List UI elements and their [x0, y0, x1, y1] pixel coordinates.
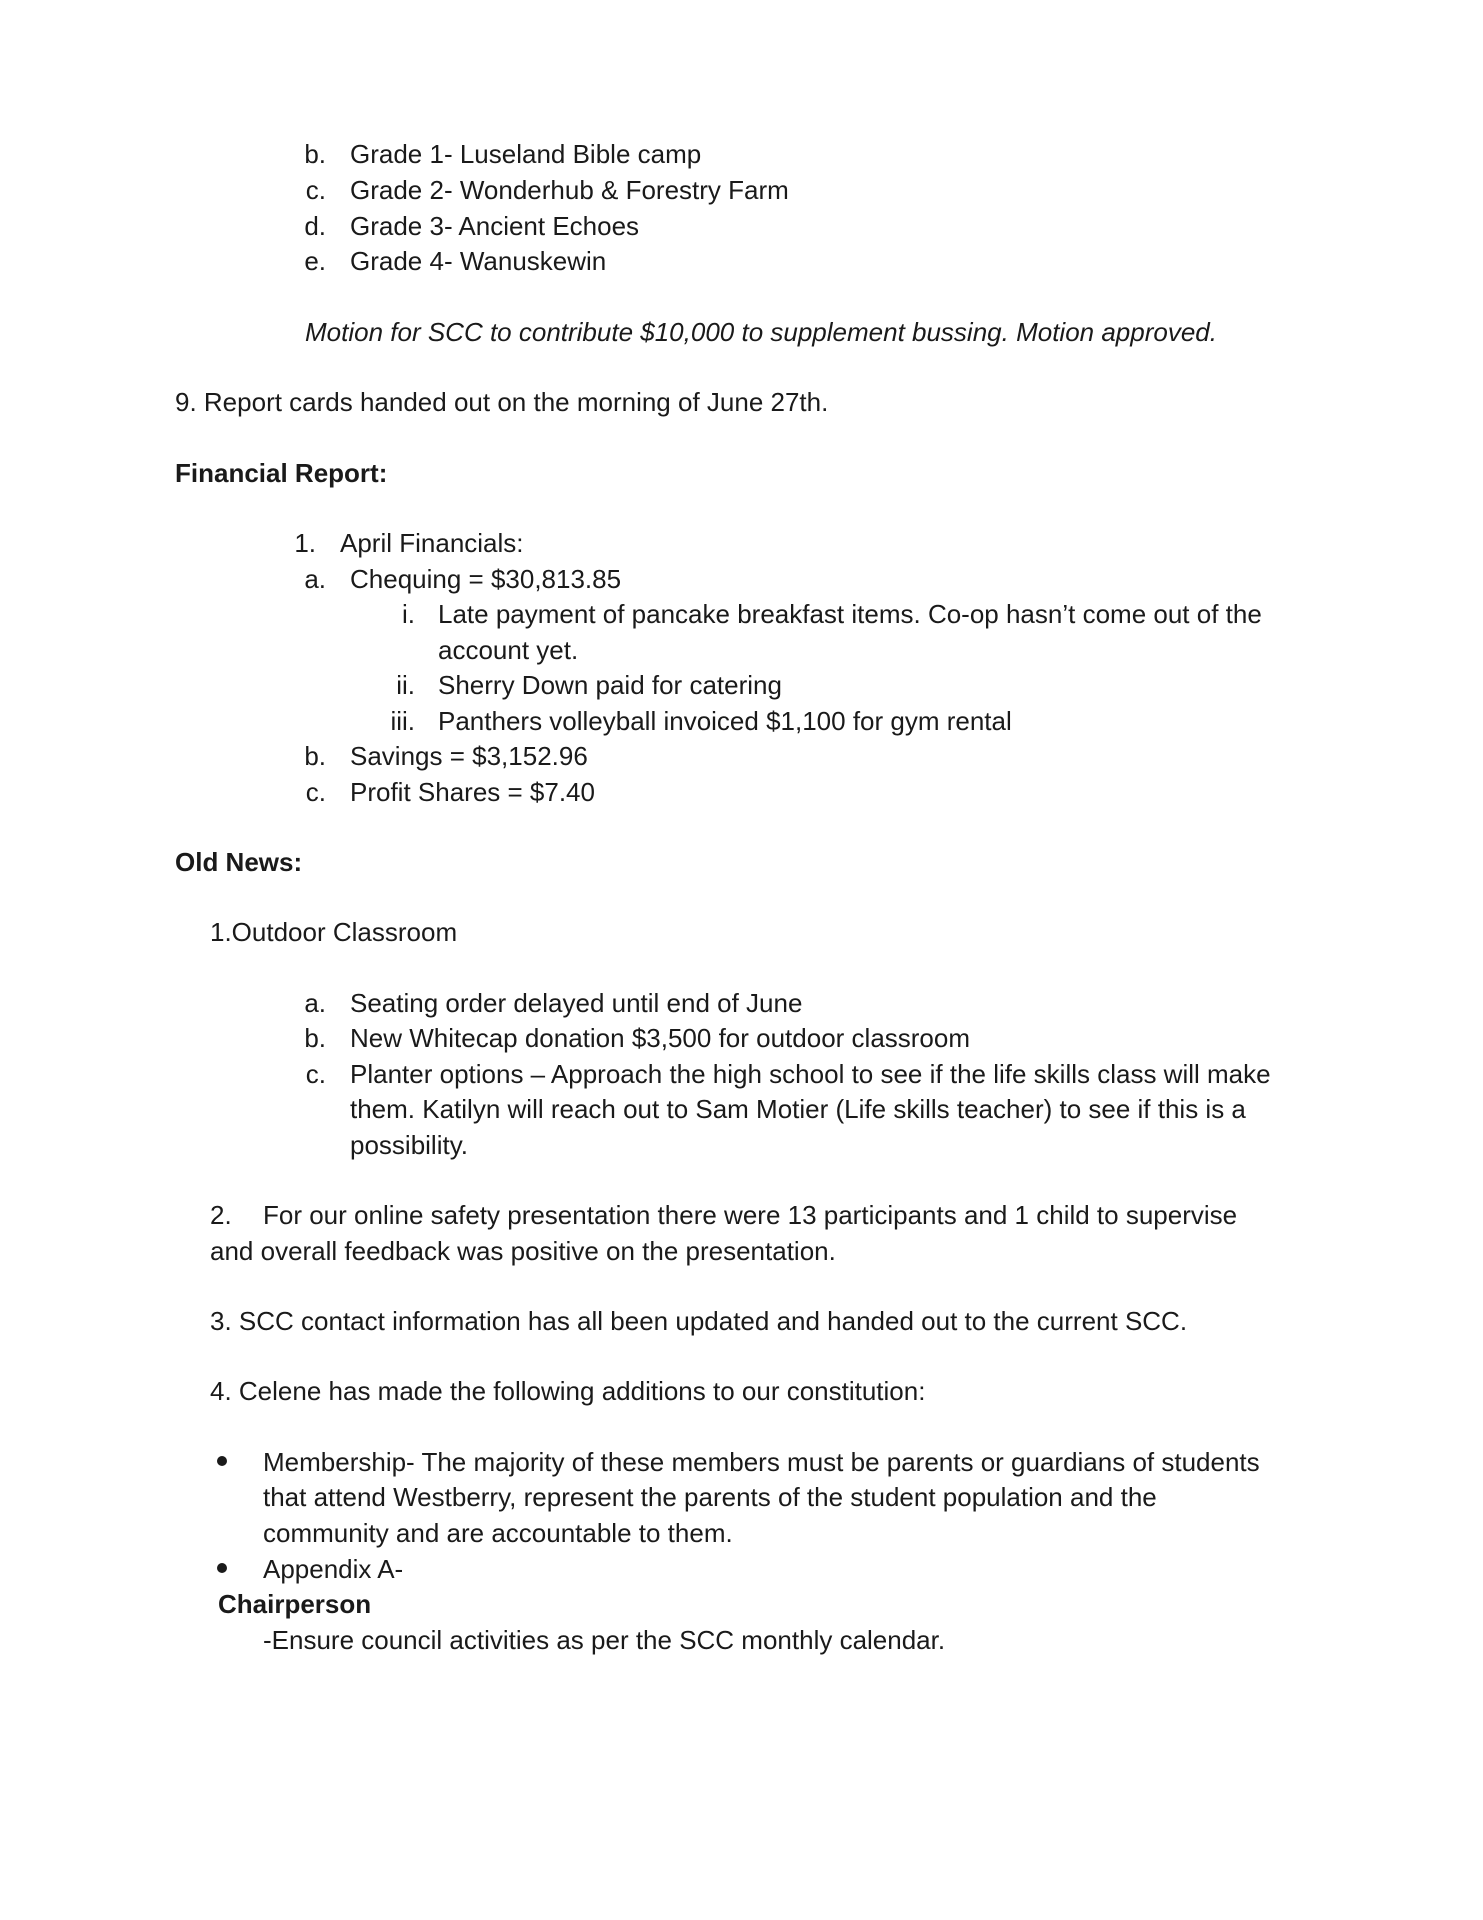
bullet-icon [217, 1456, 227, 1466]
old-news-item-1: 1.Outdoor Classroom [210, 917, 458, 947]
list-marker: b. [304, 139, 326, 169]
old-news-item-4: 4. Celene has made the following additions to our constitution: [210, 1376, 926, 1406]
agenda-item-9: 9. Report cards handed out on the morning of June 27th. [175, 387, 829, 417]
list-item: account yet. [438, 635, 579, 665]
list-item: Savings = $3,152.96 [350, 741, 588, 771]
list-item: Grade 2- Wonderhub & Forestry Farm [350, 175, 789, 205]
list-marker: c. [305, 1059, 326, 1089]
bullet-item: community and are accountable to them. [263, 1518, 733, 1548]
list-marker: a. [304, 988, 326, 1018]
list-item: Grade 4- Wanuskewin [350, 246, 607, 276]
financial-report-heading: Financial Report: [175, 458, 388, 488]
old-news-item-3: 3. SCC contact information has all been updated and handed out to the current SCC. [210, 1306, 1188, 1336]
list-marker: b. [304, 1023, 326, 1053]
list-item: Planter options – Approach the high school to see if the life skills class will make [350, 1059, 1271, 1089]
list-item: them. Katilyn will reach out to Sam Motier (Life skills teacher) to see if this is a [350, 1094, 1246, 1124]
bullet-item: Membership- The majority of these members must be parents or guardians of students [263, 1447, 1260, 1477]
old-news-item-2: and overall feedback was positive on the presentation. [210, 1236, 836, 1266]
list-marker: e. [304, 246, 326, 276]
list-item: possibility. [350, 1130, 469, 1160]
list-marker: iii. [390, 706, 415, 736]
list-item: Sherry Down paid for catering [438, 670, 782, 700]
list-marker: i. [402, 599, 415, 629]
old-news-heading: Old News: [175, 847, 303, 877]
list-item: Grade 1- Luseland Bible camp [350, 139, 702, 169]
list-marker: b. [304, 741, 326, 771]
bullet-item: that attend Westberry, represent the parents of the student population and the [263, 1482, 1157, 1512]
list-item: April Financials: [340, 528, 524, 558]
old-news-item-2: For our online safety presentation there were 13 participants and 1 child to supervise [263, 1200, 1238, 1230]
list-item: Profit Shares = $7.40 [350, 777, 595, 807]
list-marker: c. [305, 175, 326, 205]
chairperson-duty: -Ensure council activities as per the SCC monthly calendar. [263, 1625, 946, 1655]
list-marker: c. [305, 777, 326, 807]
list-marker: d. [304, 211, 326, 241]
motion-note: Motion for SCC to contribute $10,000 to supplement bussing. Motion approved. [305, 317, 1217, 347]
list-item: Seating order delayed until end of June [350, 988, 803, 1018]
bullet-item: Appendix A- [263, 1554, 404, 1584]
old-news-item-2-number: 2. [210, 1200, 232, 1230]
bullet-icon [217, 1563, 227, 1573]
list-item: Grade 3- Ancient Echoes [350, 211, 640, 241]
list-marker: a. [304, 564, 326, 594]
list-item: New Whitecap donation $3,500 for outdoor classroom [350, 1023, 971, 1053]
chairperson-heading: Chairperson [218, 1589, 372, 1619]
list-item: Late payment of pancake breakfast items. Co-op hasn’t come out of the [438, 599, 1262, 629]
list-marker: ii. [396, 670, 415, 700]
list-marker: 1. [294, 528, 316, 558]
list-item: Chequing = $30,813.85 [350, 564, 622, 594]
list-item: Panthers volleyball invoiced $1,100 for gym rental [438, 706, 1012, 736]
